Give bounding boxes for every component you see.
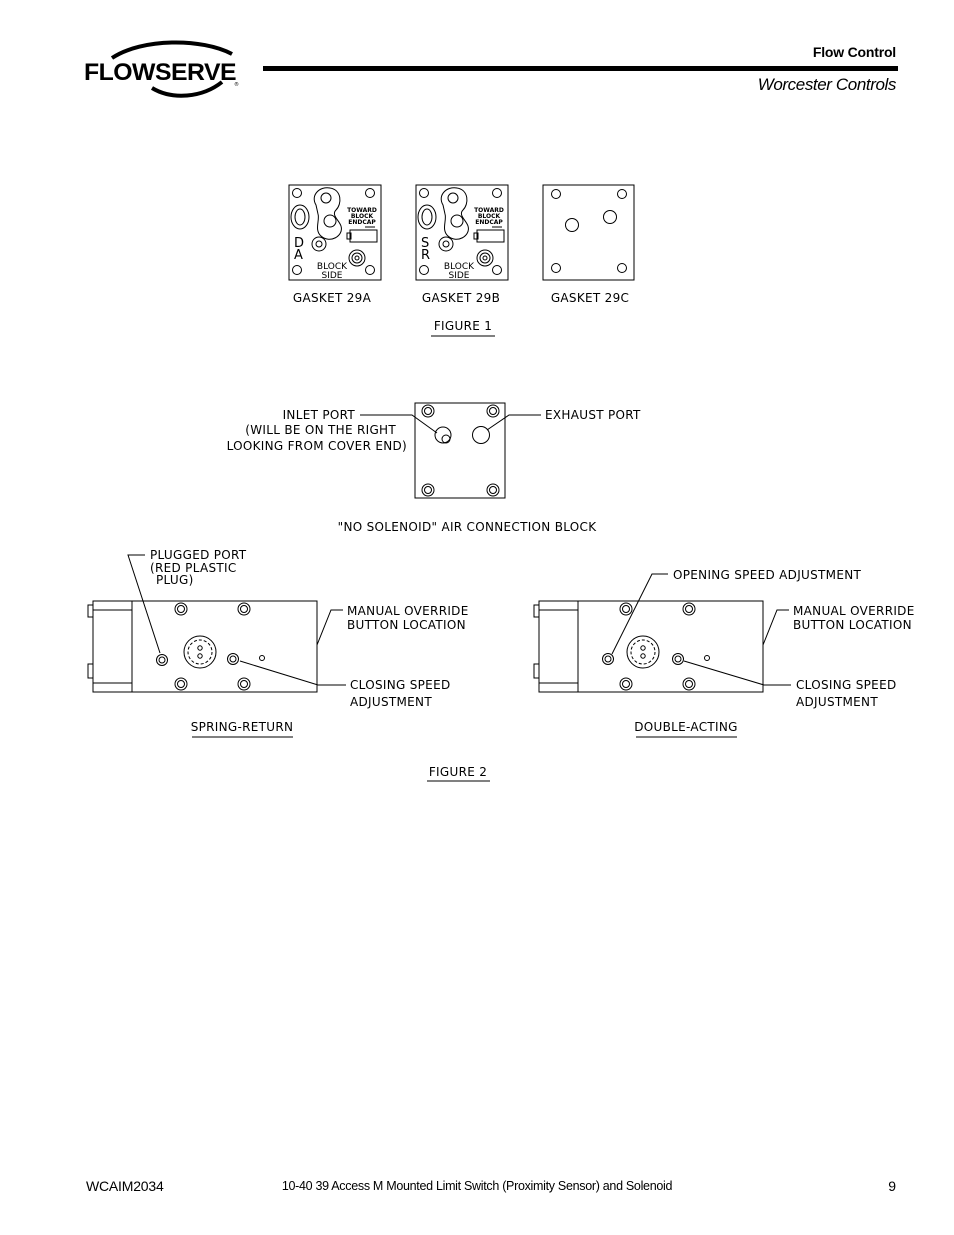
spring-return-title: SPRING-RETURN [190, 720, 294, 734]
page-number: 9 [888, 1178, 896, 1194]
doc-description: 10-40 39 Access M Mounted Limit Switch (Proximity Sensor) and Solenoid [281, 1179, 673, 1193]
air-block-title: "NO SOLENOID" AIR CONNECTION BLOCK [337, 520, 597, 534]
gasket-29b-toward-3: ENDCAP [475, 219, 503, 226]
gasket-29a-block-2: SIDE [321, 271, 343, 281]
da-closing-speed-adjustment: ADJUSTMENT [796, 695, 878, 709]
sr-manual-override-label: MANUAL OVERRIDE [347, 604, 469, 618]
doc-number: WCAIM2034 [86, 1178, 164, 1194]
gasket-29a-block-1: BLOCK [316, 262, 348, 272]
gasket-29b-block-2: SIDE [448, 271, 470, 281]
section-subtitle: Worcester Controls [757, 75, 896, 94]
sr-manual-override-location: BUTTON LOCATION [347, 618, 466, 632]
svg-text:®: ® [234, 82, 239, 88]
gasket-29b-caption: GASKET 29B [421, 291, 501, 305]
gasket-29a [289, 185, 381, 281]
double-acting-title: DOUBLE-ACTING [634, 720, 738, 734]
gasket-29c-caption: GASKET 29C [550, 291, 630, 305]
da-manual-override-label: MANUAL OVERRIDE [793, 604, 915, 618]
inlet-port-note-2: LOOKING FROM COVER END) [226, 439, 407, 453]
inlet-port-label: INLET PORT [282, 408, 355, 422]
gasket-29b-letter-s: S [421, 236, 430, 251]
spring-return-drawing [88, 555, 346, 692]
gasket-29b-block-1: BLOCK [443, 262, 475, 272]
plugged-port-label: PLUGGED PORT [150, 548, 247, 562]
opening-speed-label: OPENING SPEED ADJUSTMENT [673, 568, 862, 582]
gasket-29b [416, 185, 508, 281]
gasket-29b-toward-1: TOWARD [474, 207, 504, 214]
double-acting-drawing [534, 574, 791, 692]
figure-1-title: FIGURE 1 [433, 319, 493, 333]
gasket-29a-caption: GASKET 29A [292, 291, 372, 305]
gasket-29a-toward-2: BLOCK [350, 213, 374, 220]
da-manual-override-location: BUTTON LOCATION [793, 618, 912, 632]
figure-2-title: FIGURE 2 [428, 765, 488, 779]
inlet-port-note-1: (WILL BE ON THE RIGHT [245, 423, 396, 437]
gasket-29b-letter-r: R [421, 248, 431, 263]
sr-closing-speed-adjustment: ADJUSTMENT [350, 695, 432, 709]
plugged-port-note-1: (RED PLASTIC [150, 561, 237, 575]
gasket-29a-toward-1: TOWARD [347, 207, 377, 214]
plugged-port-note-2: PLUG) [156, 573, 194, 587]
gasket-29a-letter-d: D [294, 236, 305, 251]
gasket-29b-toward-2: BLOCK [477, 213, 501, 220]
sr-closing-speed-label: CLOSING SPEED [350, 678, 451, 692]
exhaust-port-label: EXHAUST PORT [545, 408, 641, 422]
da-closing-speed-label: CLOSING SPEED [796, 678, 897, 692]
gasket-29a-toward-3: ENDCAP [348, 219, 376, 226]
section-title: Flow Control [812, 44, 896, 60]
svg-text:FLOWSERVE: FLOWSERVE [84, 59, 237, 86]
gasket-29a-letter-a: A [294, 248, 303, 263]
gasket-29c [543, 185, 634, 280]
